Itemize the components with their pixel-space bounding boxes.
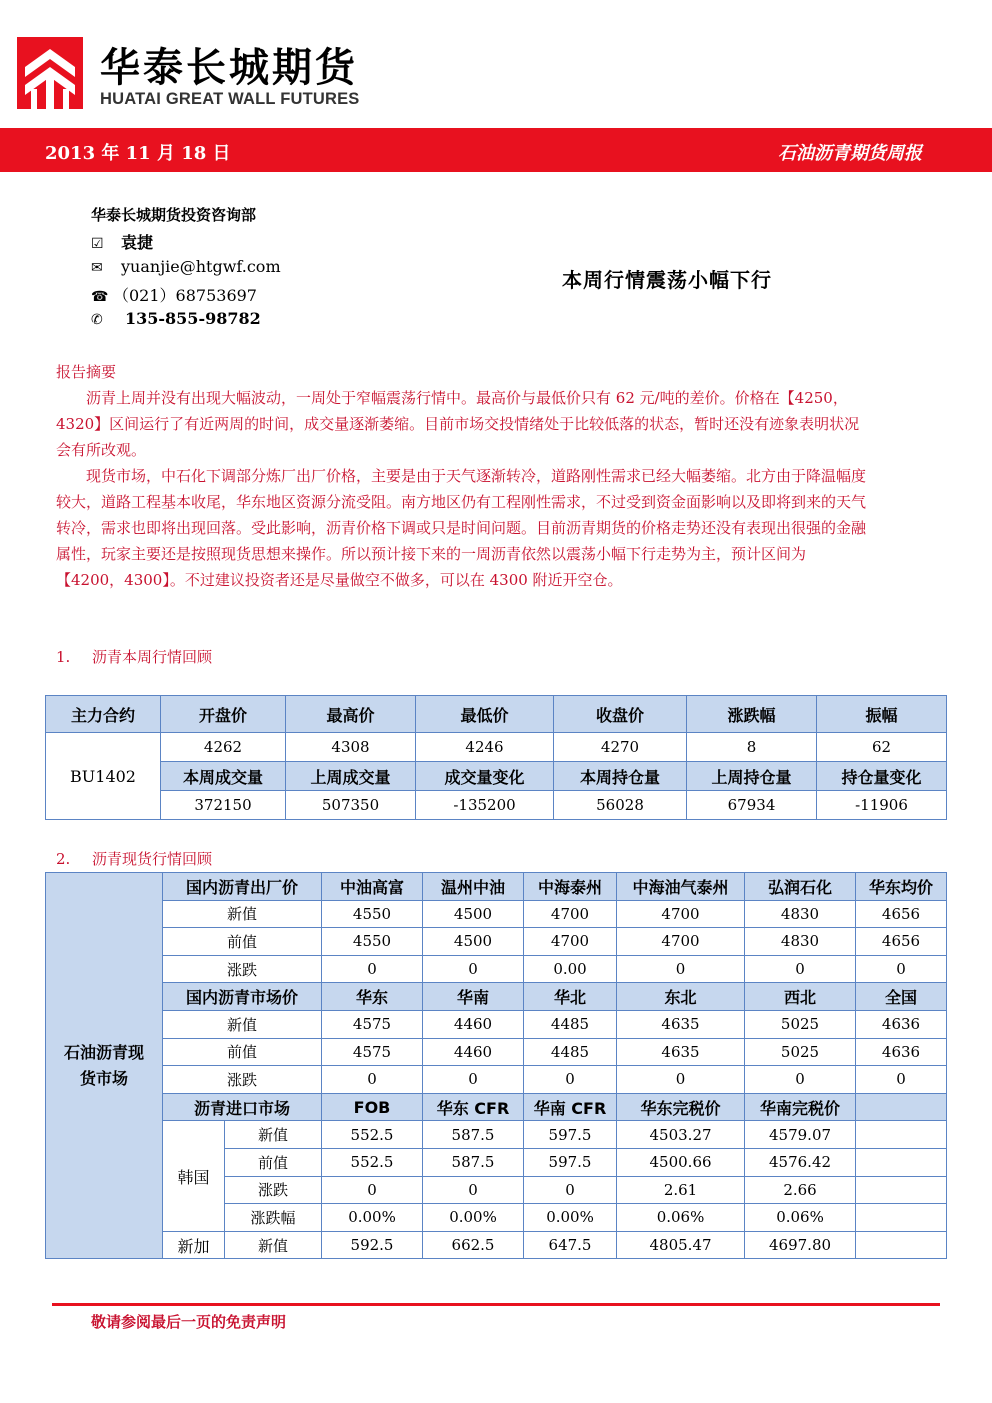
table-cell: 0 (423, 955, 524, 983)
row-label: 新值 (225, 1121, 322, 1149)
table-cell: 4550 (322, 928, 423, 956)
column-header: 华东 (322, 983, 423, 1011)
table-cell: 552.5 (322, 1148, 423, 1176)
table-row (46, 733, 947, 762)
table-cell: 0.00% (423, 1204, 524, 1232)
column-header: 主力合约 (46, 696, 161, 733)
spot-market-table (45, 872, 947, 1259)
column-header: 上周成交量 (286, 762, 416, 791)
table-row (46, 791, 947, 820)
table-cell: 597.5 (524, 1121, 617, 1149)
table-cell: 0.06% (617, 1204, 745, 1232)
table-row (46, 1066, 947, 1094)
table-cell: 4485 (524, 1010, 617, 1038)
table-cell: 4246 (416, 733, 554, 762)
row-label: 新值 (163, 1010, 322, 1038)
table-cell: 4830 (745, 900, 856, 928)
section-title: 沥青现货行情回顾 (92, 850, 213, 868)
column-header: 华东完税价 (617, 1093, 745, 1121)
table-cell: 4700 (617, 928, 745, 956)
contract-code: BU1402 (46, 733, 161, 820)
table-cell: 4485 (524, 1038, 617, 1066)
row-label: 前值 (163, 1038, 322, 1066)
table-cell: 4656 (856, 928, 947, 956)
origin-label: 新加 (163, 1231, 225, 1259)
column-header: 本周成交量 (161, 762, 286, 791)
section-heading-2 (56, 848, 212, 869)
section-title: 沥青本周行情回顾 (92, 648, 213, 666)
row-group-label: 石油沥青现货市场 (46, 873, 163, 1259)
row-label: 涨跌幅 (225, 1204, 322, 1232)
table-cell: 4579.07 (745, 1121, 856, 1149)
table-cell: 372150 (161, 791, 286, 820)
table-cell: 0 (617, 1066, 745, 1094)
table-cell: 647.5 (524, 1231, 617, 1259)
report-headline: 本周行情震荡小幅下行 (562, 268, 772, 292)
contact-mobile-row (91, 309, 261, 328)
table-cell (856, 1176, 947, 1204)
column-header: 最低价 (416, 696, 554, 733)
table-cell: 4805.47 (617, 1231, 745, 1259)
table-cell: 4700 (524, 928, 617, 956)
table-cell: 0 (524, 1176, 617, 1204)
table-cell: 0 (745, 955, 856, 983)
row-label: 涨跌 (163, 1066, 322, 1094)
table-cell: 4460 (423, 1010, 524, 1038)
company-logo-icon (17, 37, 83, 109)
table-cell: 4308 (286, 733, 416, 762)
column-header: 华东 CFR (423, 1093, 524, 1121)
contact-phone-row (91, 283, 257, 306)
table-cell: 4635 (617, 1010, 745, 1038)
report-summary (56, 359, 866, 593)
department-name: 华泰长城期货投资咨询部 (91, 206, 257, 224)
row-label: 涨跌 (163, 955, 322, 983)
table-header-row (46, 983, 947, 1011)
table-cell: 0 (322, 1176, 423, 1204)
contact-icon: ☑ (91, 236, 104, 252)
column-header: 沥青进口市场 (163, 1093, 322, 1121)
table-row (46, 928, 947, 956)
summary-paragraph: 现货市场，中石化下调部分炼厂出厂价格，主要是由于天气逐渐转冷，道路刚性需求已经大幅萎缩。北方由于降温幅度较大，道路工程基本收尾，华东地区资源分流受阻。南方地区仍有工程刚性需求，不过受到资金面影响以及即将到来的天气转冷，需求也即将出现回落。受此影响，沥青价格下调或只是时间问题。目前沥青期货的价格走势还没有表现出很强的金融属性，玩家主要还是按照现货思想来操作。所以预计接下来的一周沥青依然以震荡小幅下行走势为主，预计区间为【4200，4300】。不过建议投资者还是尽量做空不做多，可以在 4300 附近开空仓。 (56, 467, 867, 589)
table-cell: 0 (322, 1066, 423, 1094)
table-cell: 592.5 (322, 1231, 423, 1259)
table-cell: 4636 (856, 1038, 947, 1066)
table-header-row (46, 873, 947, 901)
table-cell: 0 (856, 1066, 947, 1094)
table-row (46, 1121, 947, 1149)
table-cell: 0 (524, 1066, 617, 1094)
table-cell: 0 (856, 955, 947, 983)
table-cell: 4575 (322, 1010, 423, 1038)
column-header: 华东均价 (856, 873, 947, 901)
futures-weekly-table (45, 695, 947, 820)
table-cell: 4697.80 (745, 1231, 856, 1259)
table-row (46, 900, 947, 928)
table-cell: 56028 (554, 791, 687, 820)
table-cell: 552.5 (322, 1121, 423, 1149)
column-header: 中油高富 (322, 873, 423, 901)
column-header: 华南 (423, 983, 524, 1011)
table-cell: 67934 (687, 791, 817, 820)
table-cell: 0 (745, 1066, 856, 1094)
table-cell: 0 (322, 955, 423, 983)
table-cell: 0 (617, 955, 745, 983)
table-cell: 8 (687, 733, 817, 762)
table-cell: -11906 (817, 791, 947, 820)
column-header (856, 1093, 947, 1121)
column-header: 最高价 (286, 696, 416, 733)
table-cell: 0.06% (745, 1204, 856, 1232)
table-cell: 4500.66 (617, 1148, 745, 1176)
table-subheader-row (46, 762, 947, 791)
summary-title: 报告摘要 (56, 363, 117, 381)
table-cell: 5025 (745, 1010, 856, 1038)
column-header: 全国 (856, 983, 947, 1011)
column-header: 东北 (617, 983, 745, 1011)
table-cell: 0 (423, 1066, 524, 1094)
mobile-icon: ✆ (91, 312, 103, 328)
row-label: 新值 (163, 900, 322, 928)
email-icon: ✉ (91, 260, 103, 276)
table-cell (856, 1121, 947, 1149)
table-cell: 662.5 (423, 1231, 524, 1259)
table-cell: 4700 (524, 900, 617, 928)
report-type: 石油沥青期货周报 (778, 143, 922, 164)
table-cell: 597.5 (524, 1148, 617, 1176)
table-cell: -135200 (416, 791, 554, 820)
table-cell (856, 1231, 947, 1259)
column-header: 弘润石化 (745, 873, 856, 901)
table-cell: 62 (817, 733, 947, 762)
column-header: 西北 (745, 983, 856, 1011)
column-header: 温州中油 (423, 873, 524, 901)
column-header: FOB (322, 1093, 423, 1121)
column-header: 涨跌幅 (687, 696, 817, 733)
table-row (46, 955, 947, 983)
column-header: 中海泰州 (524, 873, 617, 901)
table-cell: 4656 (856, 900, 947, 928)
contact-email-row (91, 257, 281, 276)
table-cell: 4460 (423, 1038, 524, 1066)
footer-divider (52, 1303, 940, 1306)
section-number: 2. (56, 850, 71, 868)
table-cell: 5025 (745, 1038, 856, 1066)
table-cell: 4635 (617, 1038, 745, 1066)
disclaimer-note: 敬请参阅最后一页的免责声明 (91, 1313, 287, 1331)
column-header: 振幅 (817, 696, 947, 733)
table-cell: 4503.27 (617, 1121, 745, 1149)
analyst-name: 袁捷 (121, 233, 154, 252)
contact-name-row (91, 230, 153, 253)
table-cell: 4550 (322, 900, 423, 928)
column-header: 国内沥青市场价 (163, 983, 322, 1011)
column-header: 本周持仓量 (554, 762, 687, 791)
brand-name-en: HUATAI GREAT WALL FUTURES (100, 90, 360, 108)
table-header-row (46, 1093, 947, 1121)
table-cell: 0.00% (524, 1204, 617, 1232)
table-row (46, 1231, 947, 1259)
column-header: 收盘价 (554, 696, 687, 733)
column-header: 上周持仓量 (687, 762, 817, 791)
table-cell: 4262 (161, 733, 286, 762)
table-cell: 4270 (554, 733, 687, 762)
column-header: 华南完税价 (745, 1093, 856, 1121)
summary-paragraph: 沥青上周并没有出现大幅波动，一周处于窄幅震荡行情中。最高价与最低价只有 62 元/吨的差价。价格在【4250，4320】区间运行了有近两周的时间，成交量逐渐萎缩。目前市场交投情绪处于比较低落的状态，暂时还没有迹象表明状况会有所改观。 (56, 389, 860, 459)
row-label: 涨跌 (225, 1176, 322, 1204)
origin-label: 韩国 (163, 1121, 225, 1231)
table-cell: 4500 (423, 900, 524, 928)
section-number: 1. (56, 648, 71, 666)
analyst-phone: （021）68753697 (113, 286, 257, 305)
table-cell: 2.66 (745, 1176, 856, 1204)
column-header: 华北 (524, 983, 617, 1011)
table-cell: 587.5 (423, 1148, 524, 1176)
row-label: 新值 (225, 1231, 322, 1259)
table-row (46, 1010, 947, 1038)
brand-name-cn: 华泰长城期货 (100, 45, 358, 91)
table-cell: 2.61 (617, 1176, 745, 1204)
column-header: 华南 CFR (524, 1093, 617, 1121)
table-cell: 4576.42 (745, 1148, 856, 1176)
table-cell: 4830 (745, 928, 856, 956)
row-label: 前值 (225, 1148, 322, 1176)
column-header: 中海油气泰州 (617, 873, 745, 901)
phone-icon: ☎ (91, 289, 109, 305)
analyst-mobile: 135-855-98782 (125, 309, 261, 328)
table-cell: 0.00% (322, 1204, 423, 1232)
table-cell (856, 1148, 947, 1176)
table-cell: 0 (423, 1176, 524, 1204)
table-row (46, 1038, 947, 1066)
table-cell: 4636 (856, 1010, 947, 1038)
row-label: 前值 (163, 928, 322, 956)
table-header-row (46, 696, 947, 733)
table-cell (856, 1204, 947, 1232)
table-cell: 4575 (322, 1038, 423, 1066)
column-header: 国内沥青出厂价 (163, 873, 322, 901)
column-header: 持仓量变化 (817, 762, 947, 791)
table-cell: 0.00 (524, 955, 617, 983)
report-date: 2013 年 11 月 18 日 (45, 143, 231, 164)
table-cell: 587.5 (423, 1121, 524, 1149)
column-header: 开盘价 (161, 696, 286, 733)
table-cell: 4700 (617, 900, 745, 928)
table-cell: 4500 (423, 928, 524, 956)
analyst-email[interactable]: yuanjie@htgwf.com (121, 257, 281, 276)
table-cell: 507350 (286, 791, 416, 820)
column-header: 成交量变化 (416, 762, 554, 791)
section-heading-1 (56, 646, 212, 667)
